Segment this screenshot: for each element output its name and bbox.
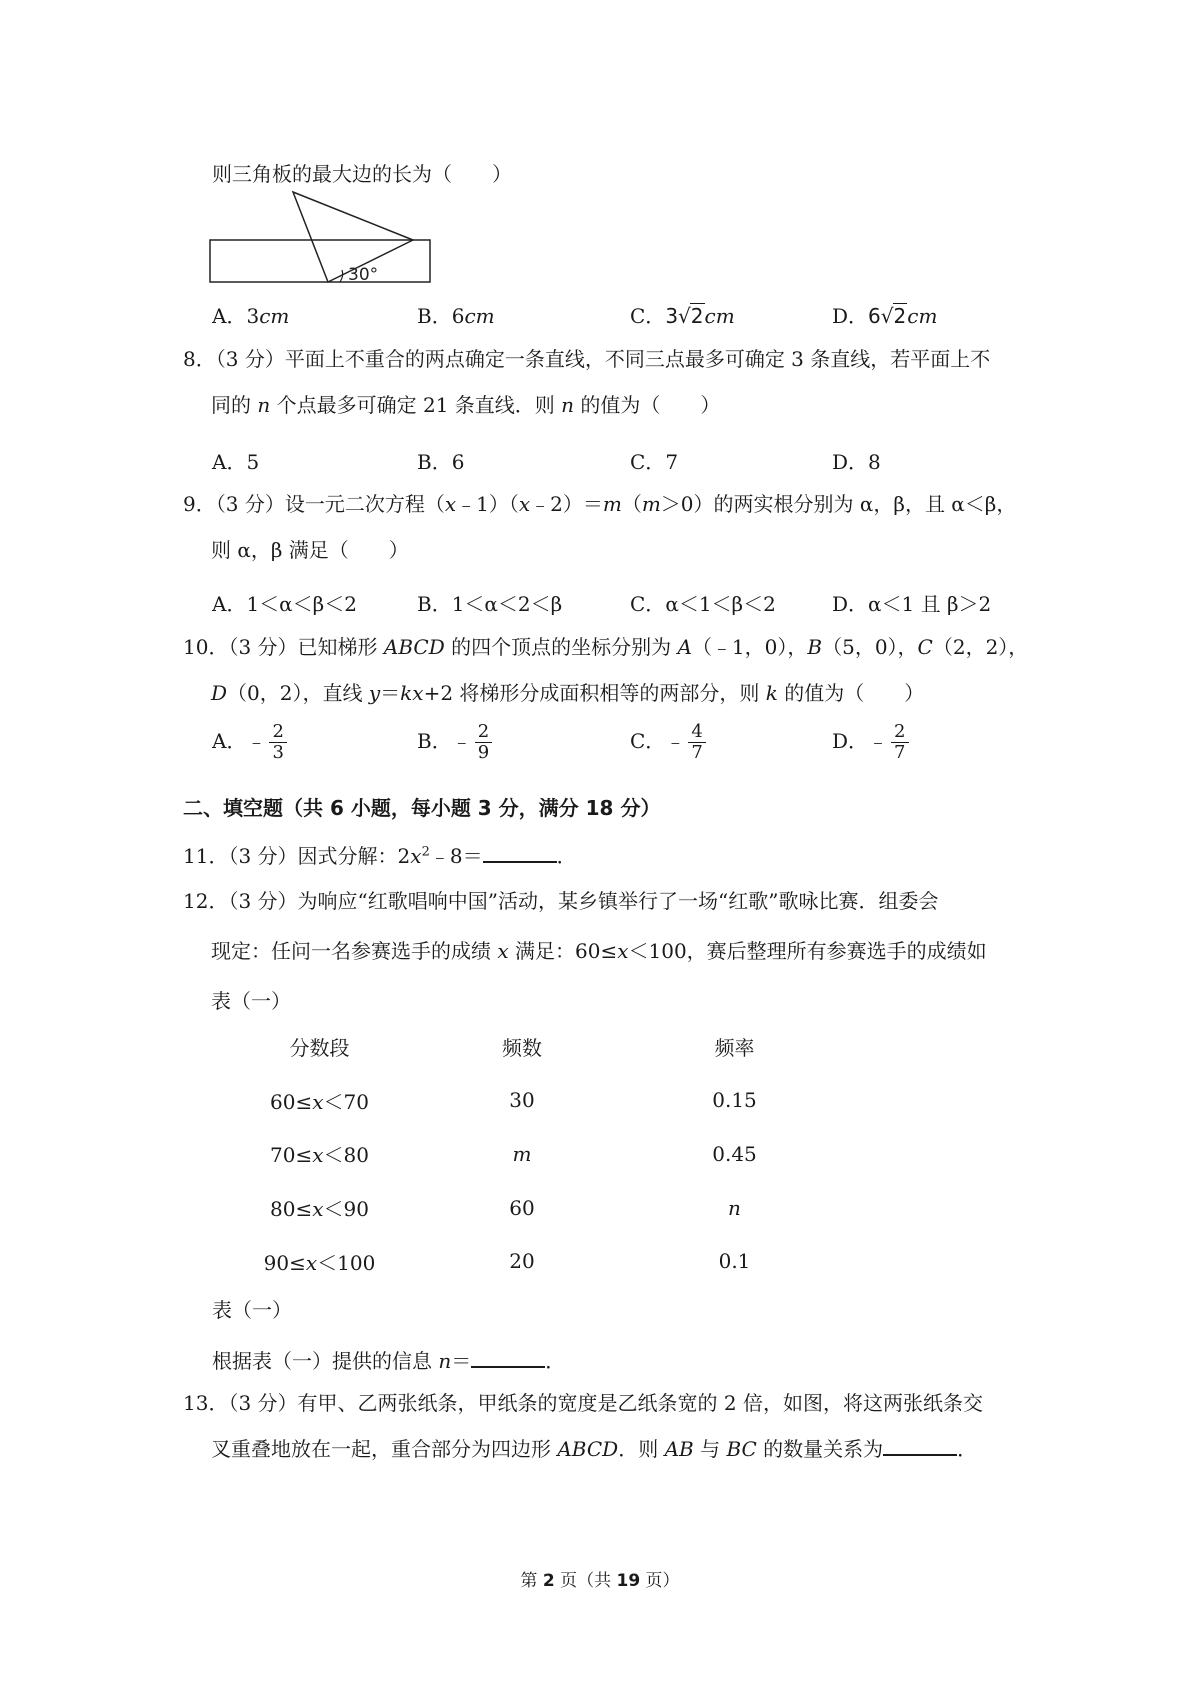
sqrt-expression: 6 √ 2 bbox=[868, 304, 907, 328]
question-12: 12．（3 分）为响应“红歌唱响中国”活动，某乡镇举行了一场“红歌”歌咏比赛．组委会 现定：任问一名参赛选手的成绩 x 满足：60≤x＜100，赛后整理所有参赛选手的成绩如 表（一） bbox=[183, 889, 987, 1013]
q7-option-d[interactable]: D． 6 √ 2 cm bbox=[832, 304, 938, 328]
q10-option-d[interactable]: D．﹣ $\frac{2}{7}$ bbox=[832, 722, 909, 763]
q10-options bbox=[212, 722, 1032, 772]
table-row: 70≤x＜80 m 0.45 bbox=[270, 1141, 757, 1168]
q9-option-d[interactable]: D．α＜1 且 β＞2 bbox=[832, 592, 992, 616]
table-header: 分数段 bbox=[289, 1036, 350, 1061]
q8-option-a[interactable]: A．5 bbox=[212, 450, 260, 474]
sqrt-expression: 3 √ 2 bbox=[665, 304, 704, 328]
answer-blank[interactable] bbox=[883, 1436, 957, 1456]
section-2-title: 二、填空题（共 6 小题，每小题 3 分，满分 18 分） bbox=[183, 796, 661, 820]
fraction: $\frac{2}{7}$ bbox=[891, 722, 908, 763]
table-header: 频数 bbox=[502, 1036, 542, 1061]
q10-option-b[interactable]: B．﹣ $\frac{2}{9}$ bbox=[417, 722, 492, 763]
q7-continuation: 则三角板的最大边的长为（ ） bbox=[212, 162, 512, 186]
q12-question: 根据表（一）提供的信息 n＝ ． bbox=[212, 1349, 566, 1373]
q10-option-a[interactable]: A．﹣ $\frac{2}{3}$ bbox=[212, 722, 287, 763]
question-10: 10．（3 分）已知梯形 ABCD 的四个顶点的坐标分别为 A（﹣1，0），B（5，0），C（2，2）， D（0，2），直线 y＝kx+2 将梯形分成面积相等的两部分，则 k 的值为（ ） bbox=[183, 635, 1029, 705]
angle-label: 30° bbox=[348, 265, 379, 285]
q9-option-a[interactable]: A．1＜α＜β＜2 bbox=[212, 592, 357, 616]
question-13: 13．（3 分）有甲、乙两张纸条，甲纸条的宽度是乙纸条宽的 2 倍，如图，将这两张纸条交 叉重叠地放在一起，重合部分为四边形 ABCD．则 AB 与 BC 的数量关系为 ． bbox=[183, 1391, 983, 1461]
fraction: $\frac{4}{7}$ bbox=[688, 722, 705, 763]
table-row: 60≤x＜70 30 0.15 bbox=[270, 1088, 757, 1114]
q7-option-a[interactable]: A．3cm bbox=[212, 304, 290, 328]
question-8: 8．（3 分）平面上不重合的两点确定一条直线，不同三点最多可确定 3 条直线，若平面上不 同的 n 个点最多可确定 21 条直线．则 n 的值为（ ） bbox=[183, 347, 991, 417]
table-header: 频率 bbox=[714, 1036, 755, 1061]
answer-blank[interactable] bbox=[471, 1348, 545, 1368]
q8-option-b[interactable]: B．6 bbox=[417, 450, 465, 474]
q10-option-c[interactable]: C．﹣ $\frac{4}{7}$ bbox=[630, 722, 706, 763]
question-9: 9．（3 分）设一元二次方程（x﹣1）（x﹣2）＝m（m＞0）的两实根分别为 α，β，且 α＜β， 则 α，β 满足（ ） bbox=[183, 492, 1017, 562]
q9-options bbox=[212, 588, 1032, 618]
fraction: $\frac{2}{3}$ bbox=[269, 722, 286, 763]
frequency-table bbox=[222, 1020, 842, 1288]
table-header-row bbox=[222, 1020, 842, 1074]
q7-option-c[interactable]: C． 3 √ 2 cm bbox=[630, 304, 735, 328]
table-row: 80≤x＜90 60 n bbox=[270, 1195, 741, 1222]
table-caption: 表（一） bbox=[212, 1298, 292, 1322]
q8-option-d[interactable]: D．8 bbox=[832, 450, 881, 474]
answer-blank[interactable] bbox=[483, 843, 557, 863]
triangle-ruler-figure bbox=[208, 190, 434, 292]
fraction: $\frac{2}{9}$ bbox=[475, 722, 492, 763]
q8-option-c[interactable]: C．7 bbox=[630, 450, 679, 474]
table-row: 90≤x＜100 20 0.1 bbox=[263, 1249, 751, 1275]
q8-options bbox=[212, 446, 1032, 476]
q9-option-c[interactable]: C．α＜1＜β＜2 bbox=[630, 592, 776, 616]
q7-option-b[interactable]: B．6cm bbox=[417, 304, 495, 328]
q7-options bbox=[212, 300, 1032, 330]
page-footer: 第 2 页（共 19 页） bbox=[520, 1571, 680, 1591]
q9-option-b[interactable]: B．1＜α＜2＜β bbox=[417, 592, 563, 616]
question-11: 11．（3 分）因式分解：$2x^2﹣8=$ ． bbox=[183, 844, 577, 868]
